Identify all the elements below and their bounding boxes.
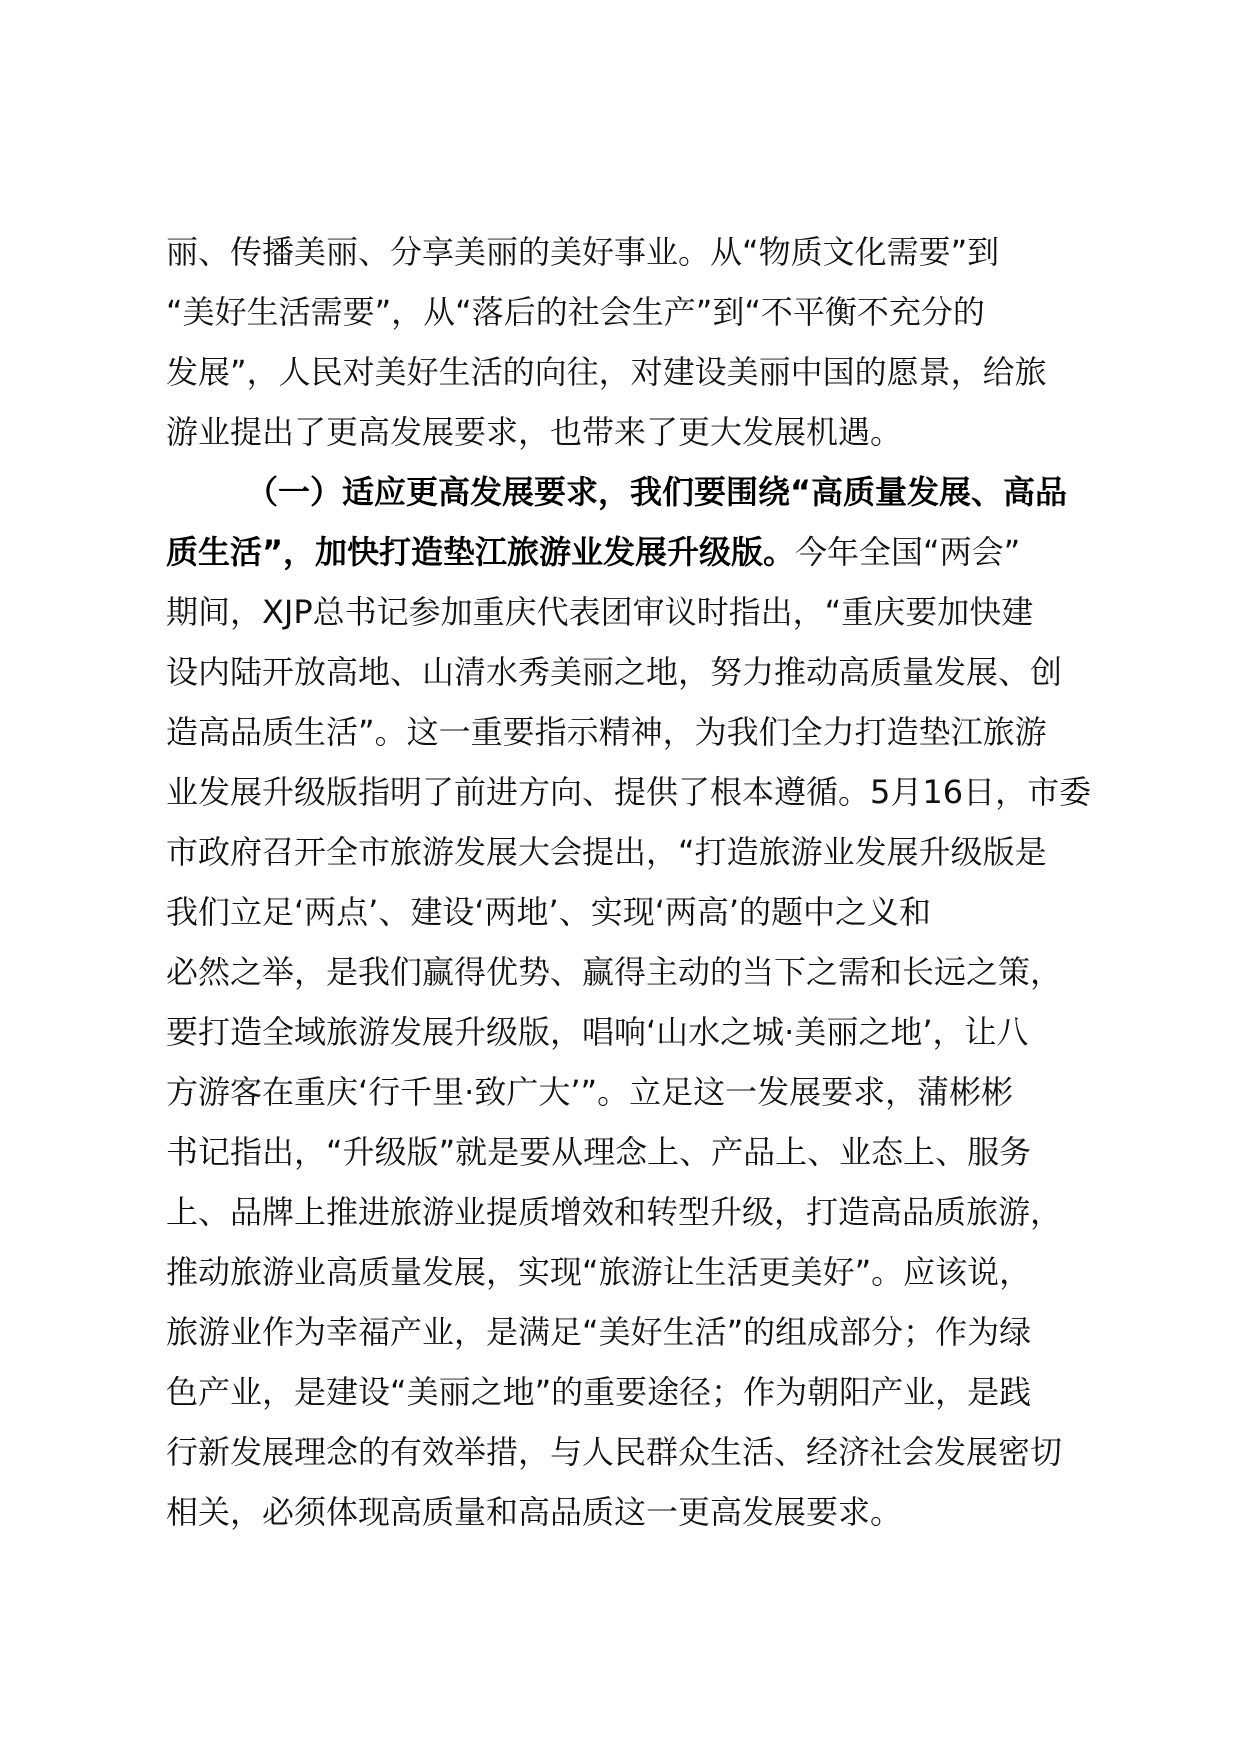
text-line: 推动旅游业高质量发展，实现“旅游让生活更美好”。应该说， bbox=[166, 1253, 1032, 1291]
text-line: 我们立足‘两点’、建设‘两地’、实现‘两高’的题中之义和 bbox=[166, 893, 932, 931]
text-line bbox=[166, 522, 1126, 582]
text-line: 设内陆开放高地、山清水秀美丽之地，努力推动高质量发展、创 bbox=[166, 653, 1063, 691]
section-heading-line: （一）适应更高发展要求，我们要围绕“高质量发展、高品 bbox=[246, 473, 1068, 511]
text-line: 上、品牌上推进旅游业提质增效和转型升级，打造高品质旅游， bbox=[166, 1193, 1063, 1231]
text-line: 要打造全域旅游发展升级版，唱响‘山水之城·美丽之地’，让八 bbox=[166, 1013, 1029, 1051]
text-line: 期间，XJP总书记参加重庆代表团审议时指出，“重庆要加快建 bbox=[166, 593, 1034, 631]
text-segment: 今年全国“两会” bbox=[795, 533, 1021, 571]
text-line: 书记指出，“升级版”就是要从理念上、产品上、业态上、服务 bbox=[166, 1133, 1032, 1171]
text-line: “美好生活需要”，从“落后的社会生产”到“不平衡不充分的 bbox=[166, 293, 985, 331]
body-text bbox=[166, 222, 1126, 1542]
text-line: 相关，必须体现高质量和高品质这一更高发展要求。 bbox=[166, 1493, 903, 1531]
text-line: 必然之举，是我们赢得优势、赢得主动的当下之需和长远之策， bbox=[166, 953, 1063, 991]
text-line: 造高品质生活”。这一重要指示精神，为我们全力打造垫江旅游 bbox=[166, 713, 1047, 751]
text-line: 市政府召开全市旅游发展大会提出，“打造旅游业发展升级版是 bbox=[166, 833, 1047, 871]
section-heading-continuation: 质生活”，加快打造垫江旅游业发展升级版。 bbox=[166, 533, 796, 571]
text-line: 游业提出了更高发展要求，也带来了更大发展机遇。 bbox=[166, 413, 903, 451]
text-line: 丽、传播美丽、分享美丽的美好事业。从“物质文化需要”到 bbox=[166, 233, 1000, 271]
text-line: 方游客在重庆‘行千里·致广大’”。立足这一发展要求，蒲彬彬 bbox=[166, 1073, 1014, 1111]
text-line: 旅游业作为幸福产业，是满足“美好生活”的组成部分；作为绿 bbox=[166, 1313, 1032, 1351]
text-line: 发展”，人民对美好生活的向往，对建设美丽中国的愿景，给旅 bbox=[166, 353, 1047, 391]
text-line: 色产业，是建设“美丽之地”的重要途径；作为朝阳产业，是践 bbox=[166, 1373, 1032, 1411]
text-line: 业发展升级版指明了前进方向、提供了根本遵循。5月16日，市委 bbox=[166, 773, 1092, 811]
text-line: 行新发展理念的有效举措，与人民群众生活、经济社会发展密切 bbox=[166, 1433, 1063, 1471]
